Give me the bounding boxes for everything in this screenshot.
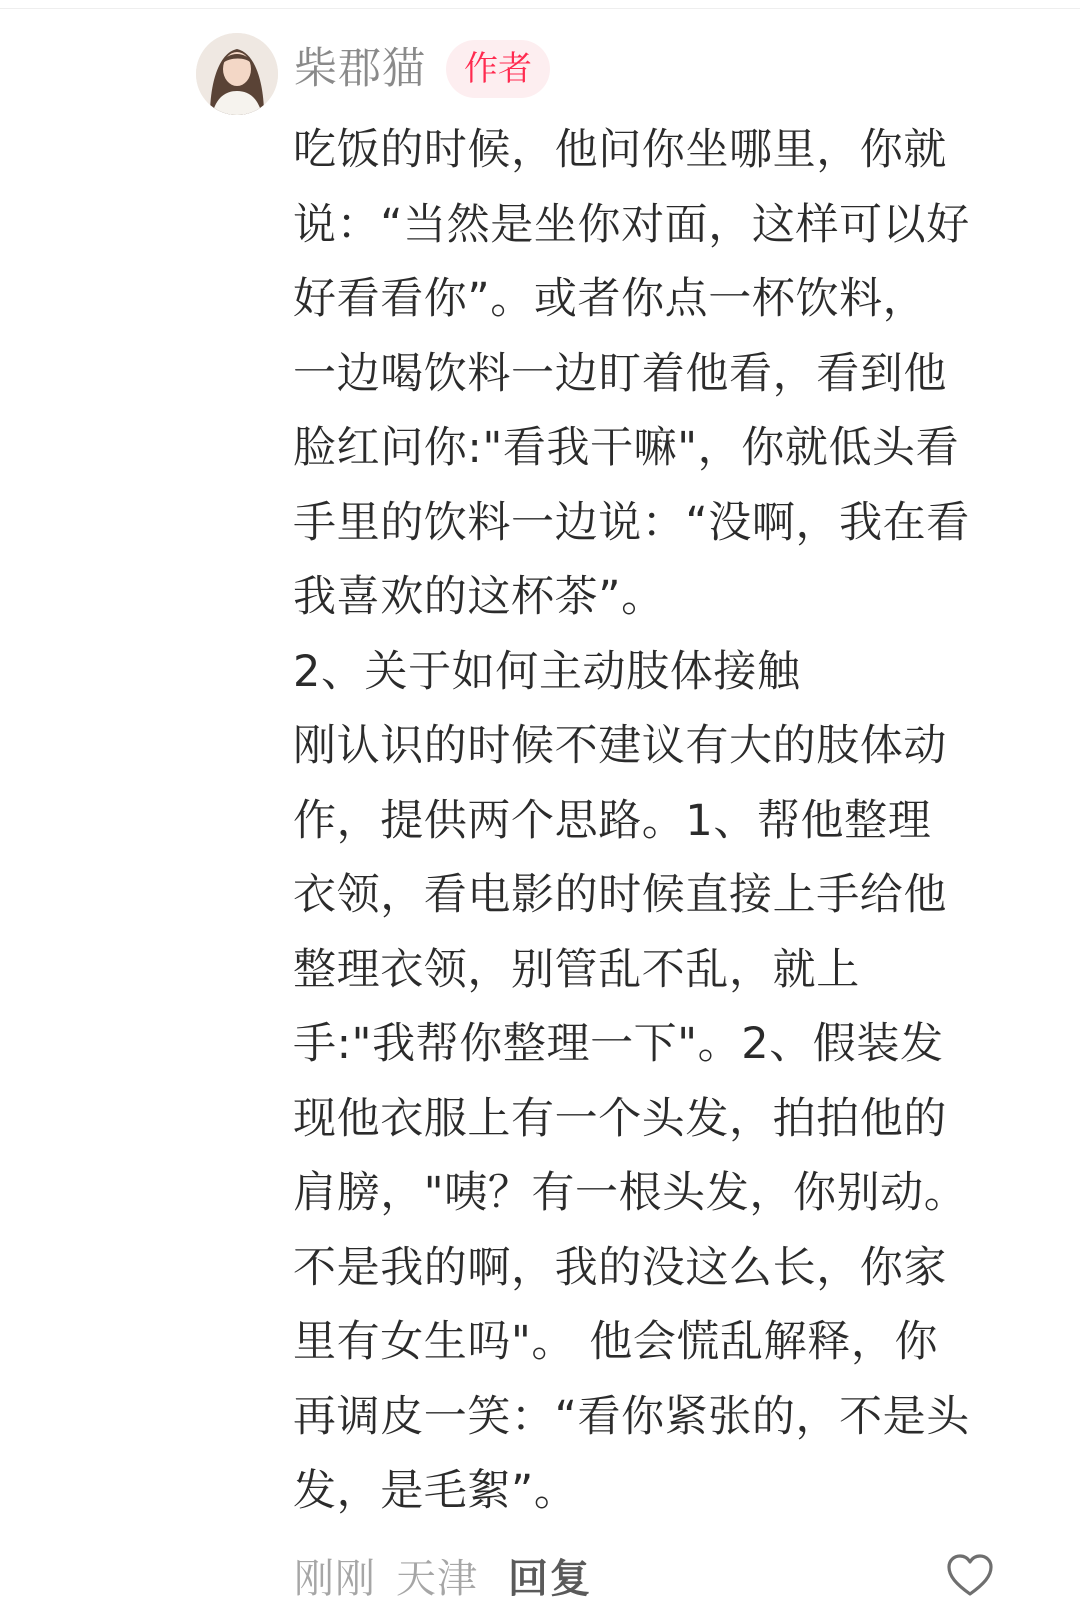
comment-line: 脸红问你:"看我干嘛"，你就低头看 (293, 423, 960, 473)
comment-header (294, 38, 550, 100)
comment-line: 里有女生吗"。 他会慌乱解释，你 (293, 1317, 939, 1367)
like-button[interactable] (946, 1553, 994, 1597)
comment-line: 肩膀，"咦？有一根头发，你别动。 (293, 1168, 968, 1218)
comment-line: 吃饭的时候，他问你坐哪里，你就 (293, 125, 947, 175)
comment-line: 作，提供两个思路。1、帮他整理 (293, 795, 932, 846)
avatar[interactable] (196, 33, 278, 115)
comment-text (293, 113, 1023, 1529)
comment-line: 手里的饮料一边说：“没啊，我在看 (293, 497, 970, 548)
top-divider (0, 8, 1080, 9)
comment-line: 好看看你”。或者你点一杯饮料， (293, 274, 927, 324)
comment-line: 再调皮一笑：“看你紧张的，不是头 (293, 1391, 970, 1442)
comment-location: 天津 (396, 1555, 478, 1602)
comment-line: 我喜欢的这杯茶”。 (293, 572, 665, 622)
comment-line: 不是我的啊，我的没这么长，你家 (293, 1242, 947, 1293)
comment-line: 刚认识的时候不建议有大的肢体动 (293, 721, 947, 771)
reply-button[interactable]: 回复 (508, 1555, 592, 1602)
author-badge: 作者 (446, 40, 550, 98)
comment-line: 整理衣领，别管乱不乱，就上 (293, 944, 860, 995)
comment-time: 刚刚 (294, 1555, 376, 1602)
comment-line: 手:"我帮你整理一下"。2、假装发 (293, 1019, 944, 1069)
comment-line: 发，是毛絮”。 (293, 1466, 578, 1516)
comment-line: 现他衣服上有一个头发，拍拍他的 (293, 1093, 947, 1144)
username[interactable]: 柴郡猫 (294, 44, 426, 94)
avatar-photo-icon (196, 33, 278, 115)
comment-line: 说：“当然是坐你对面，这样可以好 (293, 199, 970, 250)
comment-line: 一边喝饮料一边盯着他看，看到他 (293, 348, 947, 399)
comment-line: 衣领，看电影的时候直接上手给他 (293, 870, 947, 920)
comment-footer (294, 1540, 592, 1610)
comment-line: 2、关于如何主动肢体接触 (293, 646, 801, 697)
heart-outline-icon (946, 1553, 994, 1597)
